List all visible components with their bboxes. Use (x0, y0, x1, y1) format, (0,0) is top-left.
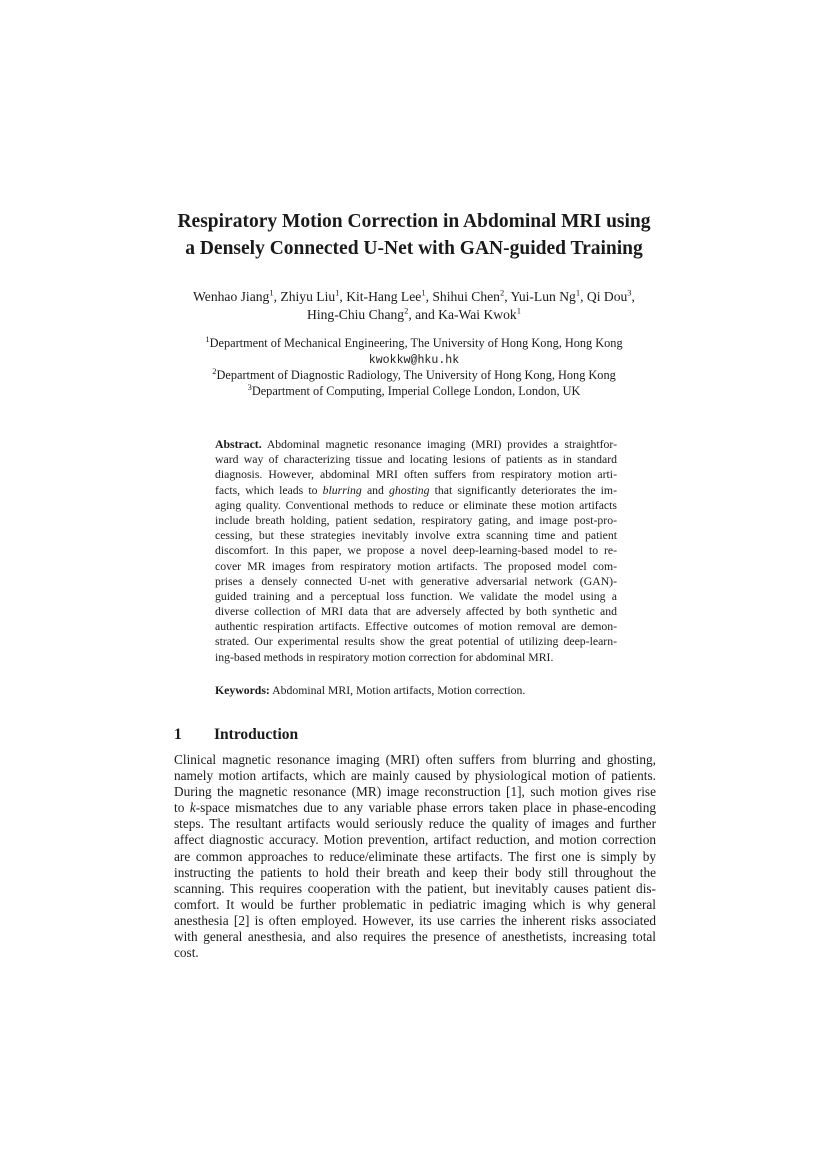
author-affiliation-mark: 3 (627, 287, 632, 298)
body-line: cost. (174, 945, 199, 961)
author-name: Yui-Lun Ng (510, 289, 576, 304)
abstract-line: prises a densely connected U-net with generative adversarial network (GAN)- (215, 574, 617, 588)
section-number: 1 (174, 726, 182, 743)
keywords (215, 683, 617, 698)
abstract-line: strated. Our experimental results show the great potential of utilizing deep-learn- (215, 635, 617, 649)
email-text: kwokkw@hku.hk (368, 353, 460, 367)
title-line-1: Respiratory Motion Correction in Abdominal MRI using (177, 211, 651, 232)
abstract-line: aging quality. Conventional methods to reduce or eliminate these motion artifacts (215, 498, 617, 512)
author-name: Hing-Chiu Chang (307, 307, 405, 322)
body-line: with general anesthesia, and also requires the presence of anesthetists, increasing total (174, 929, 656, 945)
author-name: Wenhao Jiang (193, 289, 270, 304)
body-line: steps. The resultant artifacts would seriously reduce the quality of images and further (174, 816, 656, 832)
affiliation-text: Department of Diagnostic Radiology, The University of Hong Kong, Hong Kong (216, 368, 616, 382)
affiliation-text: Department of Mechanical Engineering, The University of Hong Kong, Hong Kong (209, 336, 623, 350)
author-name: and Ka-Wai Kwok (415, 307, 517, 322)
author-affiliation-mark: 2 (499, 287, 505, 298)
author-name: Qi Dou (586, 289, 628, 304)
author-affiliation-mark: 1 (421, 287, 426, 298)
author-list (120, 288, 708, 324)
affiliation-mark: 3 (247, 381, 252, 392)
body-line: are common approaches to reduce/eliminate these artifacts. The first one is simply by (174, 848, 656, 864)
title-line-2: a Densely Connected U-Net with GAN-guided Training (185, 238, 643, 259)
affiliation-line (120, 381, 708, 400)
abstract-line: diagnosis. However, abdominal MRI often suffers from respiratory motion arti- (215, 468, 617, 482)
affiliation-list (120, 333, 708, 399)
abstract-line: guided training and a perceptual loss function. We validate the model using a (215, 589, 617, 603)
affiliation-text: Department of Computing, Imperial College London, London, UK (251, 383, 581, 398)
abstract-line: authentic respiration artifacts. Effective outcomes of motion removal are demon- (215, 620, 617, 634)
body-line: namely motion artifacts, which are mainly caused by physiological motion of patients. (174, 768, 656, 784)
author-line-1: Wenhao Jiang$^1$, Zhiyu Liu$^1$, Kit-Hang Lee$^1$, Shihui Chen$^2$, Yui-Lun Ng$^1$, Qi Dou$^3$, (193, 287, 635, 304)
abstract-line: cessing, but these strategies inevitably involve extra scanning time and patient (215, 529, 617, 543)
body-line: anesthesia [2] is often employed. However, its use carries the inherent risks associated (174, 912, 656, 928)
affiliation-line (120, 333, 708, 352)
abstract-line: facts, which leads to blurring and ghosting that significantly deteriorates the im- (215, 483, 617, 497)
affiliation-mark: 1 (205, 333, 210, 344)
abstract (215, 437, 617, 665)
body-line: Clinical magnetic resonance imaging (MRI) often suffers from blurring and ghosting, (174, 752, 656, 767)
keywords-text: Abdominal MRI, Motion artifacts, Motion correction. (272, 684, 526, 697)
author-affiliation-mark: 1 (575, 287, 581, 298)
abstract-line: ward way of characterizing tissue and locating lesions of patients as in standard (215, 453, 617, 467)
abstract-label: Abstract. (215, 438, 262, 451)
author-name: Shihui Chen (432, 289, 500, 304)
section-title: Introduction (214, 726, 299, 743)
affiliation-mark: 2 (212, 365, 217, 376)
author-affiliation-mark: 1 (269, 287, 274, 298)
abstract-line: include breath holding, patient sedation, respiratory gating, and image post-pro- (215, 513, 617, 527)
abstract-line: Abstract. Abdominal magnetic resonance imaging (MRI) provides a straightfor- (215, 438, 617, 451)
body-line: instructing the patients to hold their breath and keep their body still throughout the (174, 864, 656, 880)
body-line: to k-space mismatches due to any variable phase errors taken place in phase-encoding (174, 800, 656, 816)
abstract-line: ing-based methods in respiratory motion correction for abdominal MRI. (215, 650, 554, 664)
abstract-line: discomfort. In this paper, we propose a novel deep-learning-based model to re- (215, 544, 617, 558)
body-line: scanning. This requires cooperation with the patient, but inevitably causes patient dis- (174, 880, 656, 896)
body-line: affect diagnostic accuracy. Motion prevention, artifact reduction, and motion correction (174, 832, 656, 848)
affiliation-line (120, 365, 708, 384)
section-body (174, 752, 656, 961)
author-name: Kit-Hang Lee (346, 289, 422, 304)
body-line: comfort. It would be further problematic in pediatric imaging which is why general (174, 896, 656, 912)
paper-title (120, 208, 708, 262)
abstract-line: diverse collection of MRI data that are adversely affected by both synthetic and (215, 605, 617, 619)
contact-email (120, 352, 708, 369)
author-affiliation-mark: 2 (404, 305, 409, 316)
author-affiliation-mark: 1 (516, 305, 521, 316)
author-name: Zhiyu Liu (280, 289, 336, 304)
author-affiliation-mark: 1 (335, 287, 340, 298)
section-heading (174, 725, 298, 745)
author-line-2: Hing-Chiu Chang$^2$, and Ka-Wai Kwok$^1$ (307, 305, 521, 322)
keywords-label: Keywords: (215, 684, 270, 697)
abstract-line: cover MR images from respiratory motion artifacts. The proposed model com- (215, 559, 617, 573)
body-line: During the magnetic resonance (MR) image reconstruction [1], such motion gives rise (174, 784, 656, 800)
